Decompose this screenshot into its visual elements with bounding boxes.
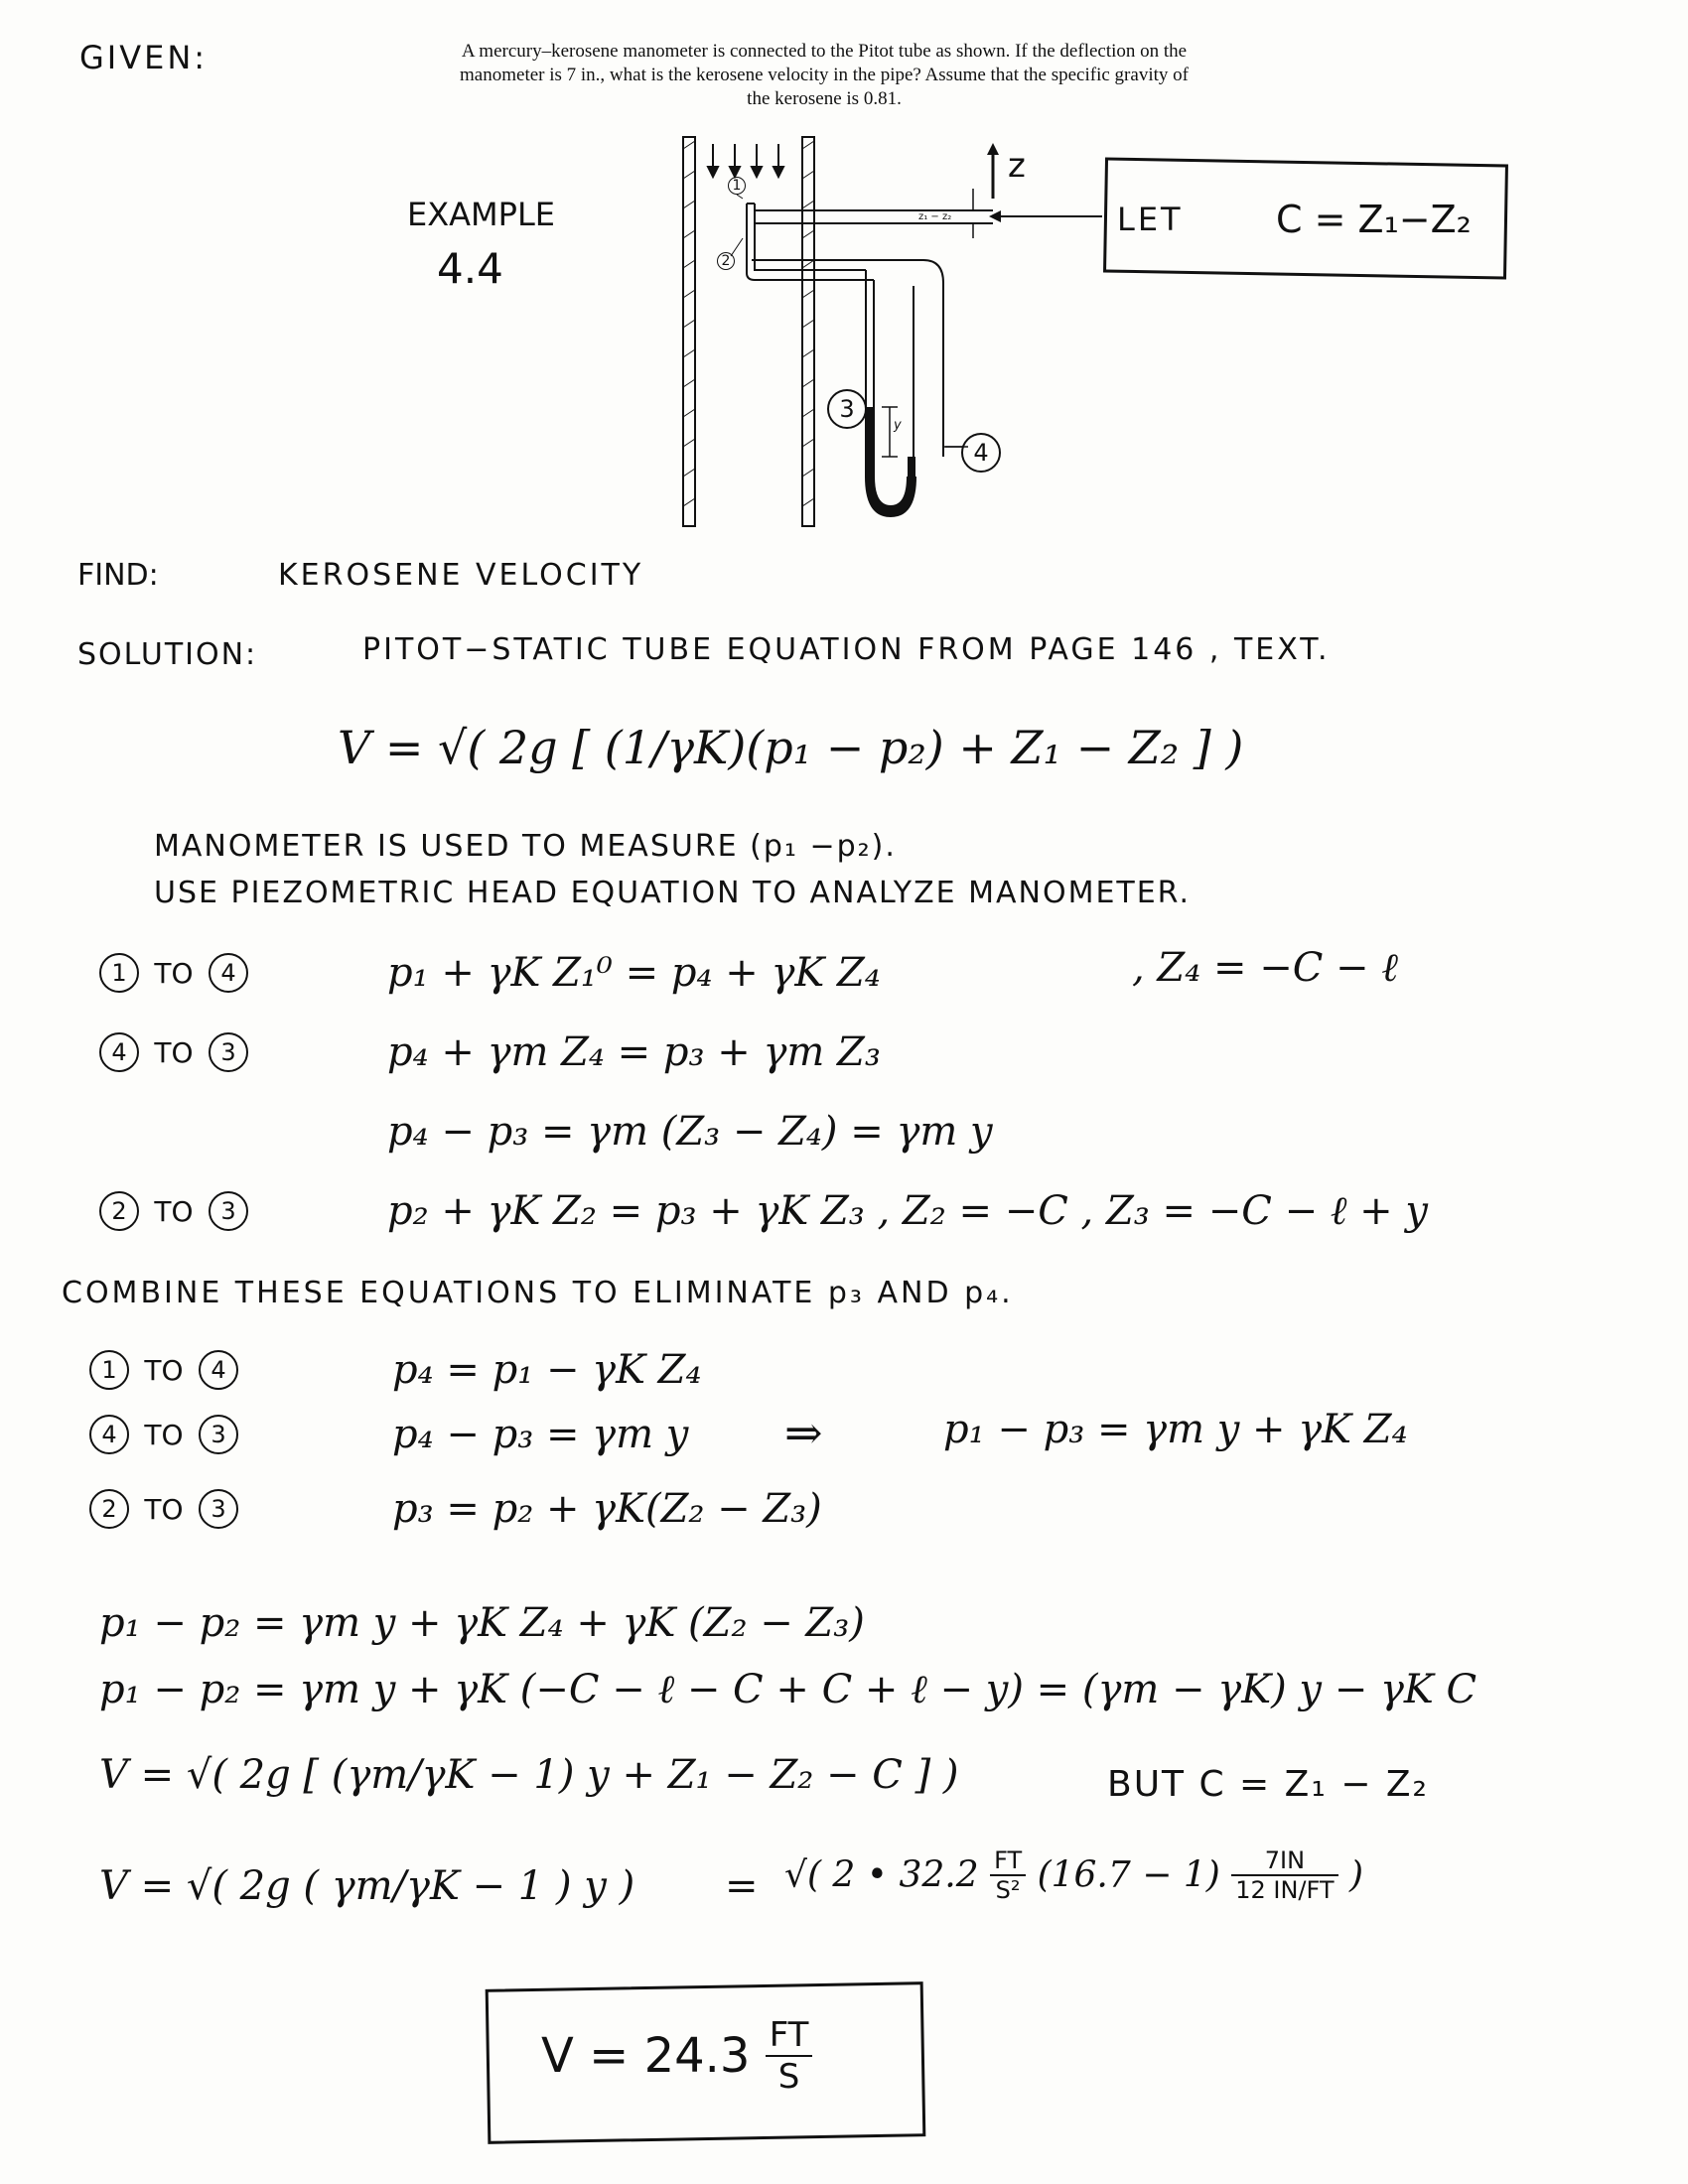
step-to: 3 xyxy=(199,1489,238,1529)
point-3-label: 3 xyxy=(827,389,867,429)
pitot-equation: V = √( 2g [ (1/γK)(p₁ − p₂) + Z₁ − Z₂ ] ) xyxy=(338,721,1244,774)
point-1-label: 1 xyxy=(728,177,746,195)
implies-arrow: ⇒ xyxy=(784,1406,823,1459)
solution-label: SOLUTION: xyxy=(77,637,258,672)
step-from: 1 xyxy=(99,953,139,993)
final-line-1: p₁ − p₂ = γm y + γK Z₄ + γK (Z₂ − Z₃) xyxy=(99,1600,865,1646)
pitot-manometer-diagram xyxy=(0,0,1688,596)
step-to-word: TO xyxy=(144,1418,184,1451)
ft-per-s2: $\frac{FT}{\text{S²}}$ xyxy=(990,1846,1026,1904)
let-equation: C = Z₁−Z₂ xyxy=(1276,198,1472,241)
step-to-word: TO xyxy=(154,956,194,990)
step-to-word: TO xyxy=(154,1035,194,1069)
combine-eq-3: p₃ = p₂ + γK(Z₂ − Z₃) xyxy=(392,1486,822,1532)
numeric-close: ) xyxy=(1349,1854,1364,1896)
y-label: y xyxy=(894,418,902,433)
step-to-word: TO xyxy=(144,1353,184,1387)
example-number: 4.4 xyxy=(437,244,503,293)
step-1-equation: p₁ + γK Z₁⁰ = p₄ + γK Z₄ xyxy=(387,950,881,996)
answer-units: $\frac{FT}{S}$ xyxy=(766,2015,813,2097)
step-from: 4 xyxy=(89,1415,129,1454)
answer-value: V = 24.3 xyxy=(541,2028,751,2084)
step-to-word: TO xyxy=(144,1492,184,1526)
step-2-to-3 xyxy=(99,1191,248,1231)
final-line-3: V = √( 2g [ (γm/γK − 1) y + Z₁ − Z₂ − C ] ) xyxy=(99,1752,959,1798)
final-line-4: V = √( 2g ( γm/γK − 1 ) y ) xyxy=(99,1863,635,1909)
answer xyxy=(541,2015,812,2097)
but-note: BUT C = Z₁ − Z₂ xyxy=(1107,1764,1429,1805)
step-to: 3 xyxy=(209,1191,248,1231)
numeric-part-b: (16.7 − 1) xyxy=(1037,1854,1220,1896)
given-label: GIVEN: xyxy=(79,39,209,76)
combine-4-to-3 xyxy=(89,1415,238,1454)
find-text: KEROSENE VELOCITY xyxy=(278,558,644,593)
combine-text: COMBINE THESE EQUATIONS TO ELIMINATE p₃ AND p₄. xyxy=(62,1276,1014,1310)
final-equals: = xyxy=(725,1863,759,1909)
step-to: 4 xyxy=(199,1350,238,1390)
step-3-equation: p₄ − p₃ = γm (Z₃ − Z₄) = γm y xyxy=(387,1109,993,1155)
combine-eq-2: p₄ − p₃ = γm y xyxy=(392,1412,689,1457)
combine-1-to-4 xyxy=(89,1350,238,1390)
find-label: FIND: xyxy=(77,558,159,593)
numeric-substitution xyxy=(784,1846,1363,1904)
manometer-note: MANOMETER IS USED TO MEASURE (p₁ −p₂). xyxy=(154,829,897,864)
point-4-label: 4 xyxy=(961,433,1001,473)
step-to-word: TO xyxy=(154,1194,194,1228)
numeric-part-a: √( 2 • 32.2 xyxy=(784,1854,979,1896)
point-2-label: 2 xyxy=(717,252,735,270)
final-line-2: p₁ − p₂ = γm y + γK (−C − ℓ − C + C + ℓ − y) = (γm − γK) y − γK C xyxy=(99,1667,1477,1712)
step-from: 2 xyxy=(99,1191,139,1231)
piezometric-note: USE PIEZOMETRIC HEAD EQUATION TO ANALYZE MANOMETER. xyxy=(154,876,1191,910)
example-label: EXAMPLE xyxy=(407,196,555,233)
combine-eq-1: p₄ = p₁ − γK Z₄ xyxy=(392,1347,702,1393)
solution-text: PITOT−STATIC TUBE EQUATION FROM PAGE 146 , TEXT. xyxy=(362,632,1331,667)
step-1-side: , Z₄ = −C − ℓ xyxy=(1132,945,1398,991)
step-from: 4 xyxy=(99,1032,139,1072)
step-to: 3 xyxy=(199,1415,238,1454)
dz-label: z₁ − z₂ xyxy=(918,211,952,222)
step-from: 2 xyxy=(89,1489,129,1529)
let-text: LET xyxy=(1117,201,1184,238)
step-4-equation: p₂ + γK Z₂ = p₃ + γK Z₃ , Z₂ = −C , Z₃ = −C − ℓ + y xyxy=(387,1188,1429,1234)
step-2-equation: p₄ + γm Z₄ = p₃ + γm Z₃ xyxy=(387,1029,881,1075)
step-1-to-4 xyxy=(99,953,248,993)
combined-equation: p₁ − p₃ = γm y + γK Z₄ xyxy=(943,1407,1408,1452)
combine-2-to-3 xyxy=(89,1489,238,1529)
problem-statement: A mercury–kerosene manometer is connected to the Pitot tube as shown. If the deflection on the manometer is 7 in., what is the kerosene velocity in the pipe? Assume that the specific gravity of the kerosene is 0.81. xyxy=(460,41,1189,109)
in-per-ft: $\frac{7IN}{12 IN/FT}$ xyxy=(1231,1846,1337,1904)
step-4-to-3 xyxy=(99,1032,248,1072)
step-from: 1 xyxy=(89,1350,129,1390)
step-to: 3 xyxy=(209,1032,248,1072)
z-axis-label: z xyxy=(1008,146,1026,186)
step-to: 4 xyxy=(209,953,248,993)
